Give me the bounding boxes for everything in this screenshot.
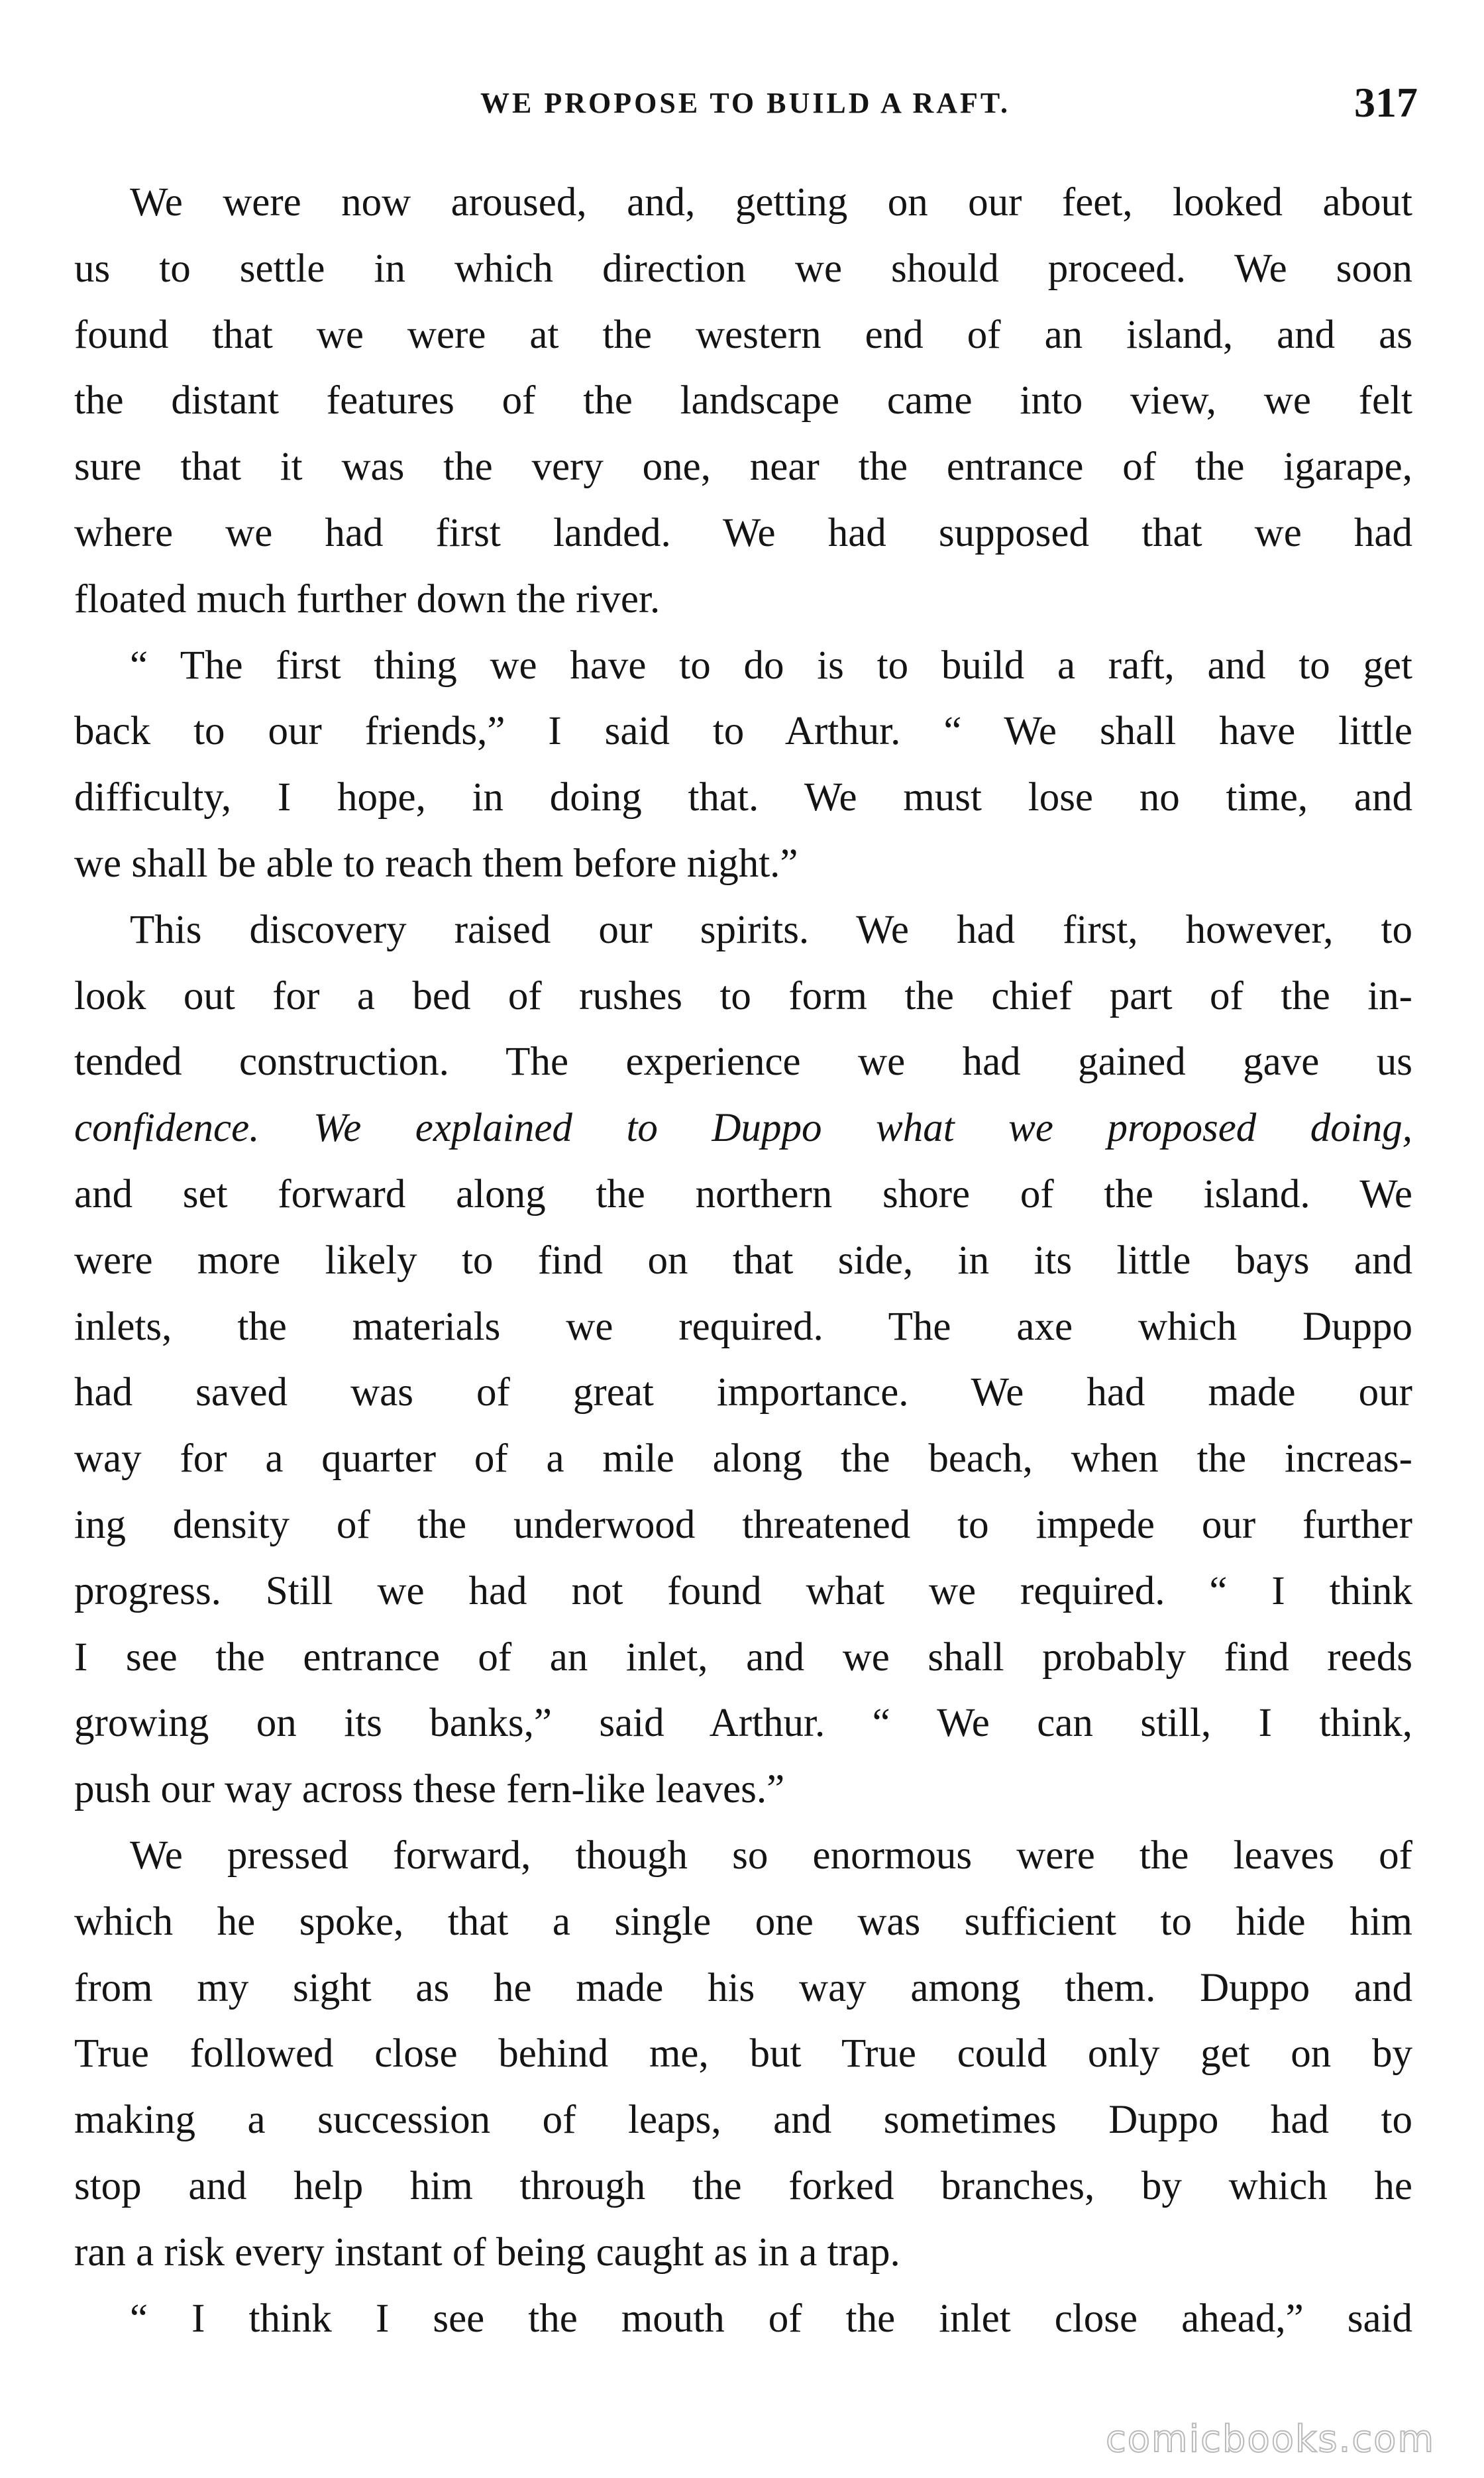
text-line: “ I think I see the mouth of the inlet close ahead,” said bbox=[130, 2296, 1412, 2341]
text-line: making a succession of leaps, and sometimes Duppo had to bbox=[74, 2098, 1412, 2143]
text-line: which he spoke, that a single one was sufficient to hide him bbox=[74, 1899, 1412, 1944]
running-title: WE PROPOSE TO BUILD A RAFT. bbox=[480, 87, 1010, 119]
text-line: from my sight as he made his way among them. Duppo and bbox=[74, 1965, 1412, 2010]
text-line: we shall be able to reach them before night.” bbox=[74, 841, 798, 886]
text-line: stop and help him through the forked branches, by which he bbox=[74, 2163, 1412, 2208]
text-line: found that we were at the western end of an island, and as bbox=[74, 312, 1412, 357]
text-line: We were now aroused, and, getting on our feet, looked about bbox=[130, 180, 1412, 225]
text-line: I see the entrance of an inlet, and we shall probably find reeds bbox=[74, 1635, 1412, 1680]
text-line: the distant features of the landscape came into view, we felt bbox=[74, 378, 1412, 423]
text-line: way for a quarter of a mile along the beach, when the increas- bbox=[74, 1436, 1412, 1481]
text-line: confidence. We explained to Duppo what we proposed doing, bbox=[74, 1106, 1412, 1151]
body-text bbox=[74, 170, 1412, 2351]
text-line: back to our friends,” I said to Arthur. “ We shall have little bbox=[74, 709, 1412, 754]
text-line: growing on its banks,” said Arthur. “ We can still, I think, bbox=[74, 1701, 1412, 1746]
text-line: floated much further down the river. bbox=[74, 576, 661, 621]
text-line: ran a risk every instant of being caught as in a trap. bbox=[74, 2230, 900, 2275]
text-line: inlets, the materials we required. The axe which Duppo bbox=[74, 1304, 1412, 1349]
text-line: sure that it was the very one, near the entrance of the igarape, bbox=[74, 445, 1412, 490]
text-line: True followed close behind me, but True could only get on by bbox=[74, 2031, 1412, 2076]
text-line: We pressed forward, though so enormous were the leaves of bbox=[130, 1833, 1412, 1878]
text-line: This discovery raised our spirits. We had first, however, to bbox=[130, 907, 1412, 952]
text-line: were more likely to find on that side, in its little bays and bbox=[74, 1238, 1412, 1283]
text-line: progress. Still we had not found what we required. “ I think bbox=[74, 1568, 1412, 1613]
text-line: “ The first thing we have to do is to build a raft, and to get bbox=[130, 643, 1412, 688]
page-number: 317 bbox=[1354, 79, 1418, 126]
text-line: difficulty, I hope, in doing that. We must lose no time, and bbox=[74, 775, 1412, 820]
text-line: had saved was of great importance. We had made our bbox=[74, 1370, 1412, 1415]
running-head bbox=[73, 78, 1418, 131]
watermark: comicbooks.com bbox=[1105, 2418, 1435, 2461]
text-line: ing density of the underwood threatened to impede our further bbox=[74, 1502, 1412, 1547]
text-line: us to settle in which direction we should proceed. We soon bbox=[74, 246, 1412, 291]
text-line: look out for a bed of rushes to form the chief part of the in- bbox=[74, 973, 1412, 1018]
text-line: tended construction. The experience we had gained gave us bbox=[74, 1040, 1412, 1085]
text-line: and set forward along the northern shore of the island. We bbox=[74, 1171, 1412, 1216]
text-line: push our way across these fern-like leaves.” bbox=[74, 1767, 785, 1812]
text-line: where we had first landed. We had supposed that we had bbox=[74, 510, 1412, 555]
